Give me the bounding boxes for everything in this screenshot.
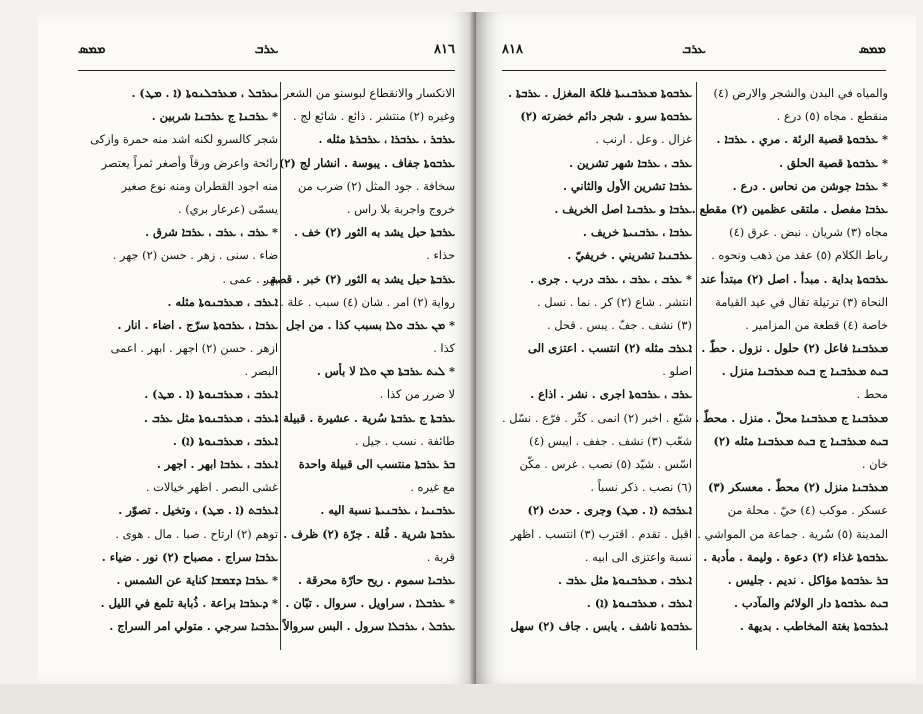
dictionary-entry-line: ܥܪܒܢܝܐ ، ܥܪܒܢܝܬܐ نسبة اليه . [320,503,455,518]
dictionary-entry-line: ܐܥܪܒ مثله (٢) انتسب . اعتزى الى [528,341,692,356]
dictionary-entry-line: ܐܥܪܒ ، ܡܥܪܒܢܘܬܐ مثل ܥܪܒ . [557,572,692,587]
dictionary-entry-line: ܐܥܪܒ ، ܡܥܪܒܢܘܬܐ (ܐ) . [586,596,692,611]
dictionary-entry-line: ܐܥܪܒ ، ܡܥܪܒܢܘܬܐ (ܐ) . [172,433,278,448]
dictionary-entry-line: * ܥܪܒܘܬܐ قصبة الحلق . [779,155,888,170]
dictionary-entry-line: ܥܪܒܪ ، ܥܪܒܪܐ ، ܥܪܒܪܬܐ مثله . [318,132,455,147]
left-column-divider [280,82,281,650]
dictionary-entry-line: * ܠܝܬ ܥܪܒܬܐ ܡܢ ܘܠܐ لا بأس . [316,364,455,379]
dictionary-entry-line: شيّع . اخبر (٢) انمى . كثّر . فرّع . نسّل . [502,410,692,425]
dictionary-entry-line: رباط الكلام (٥) عقد من ذهب ونحوه . [711,248,888,263]
dictionary-entry-line: ܥܪܒܝܐ سموم . ريح حارّة محرقة . [297,572,455,587]
dictionary-entry-line: اصلو . [662,364,692,379]
dictionary-entry-line: ܥܪܒܬܐ ج ܥܪܒܬܐ سُرية . عشيرة . قبيلة . [275,410,455,425]
dictionary-entry-line: ܒܝܬ ܥܪܒܘܬܐ دار الولائم والمآدب . [733,596,888,611]
dictionary-entry-line: ܡܥܪܒܢܐ فاعل (٢) حلول . نزول . حطّ . [701,341,888,356]
dictionary-entry-line: ܐܥܪܒ ، ܡܥܪܒܢܘܬܐ (ܐ . ܡܛ) . [144,387,278,402]
dictionary-entry-line: انتشر . شاع (٢) كر . نما . نسل . [536,294,692,309]
dictionary-entry-line: * ܥܪܒܐ ܕܫܡܫܐ كناية عن الشمس . [116,572,278,587]
dictionary-entry-line: ܐܥܪܒ ، ܥܪܒܐ ابهر . اجهر . [156,457,278,471]
dictionary-entry-line: مع غيره . [410,480,455,495]
dictionary-entry-line: ܐܥܪܒܬ (ܐ . ܡܛ) وجرى . حدث (٢) [527,503,692,518]
dictionary-entry-line: محط . [856,387,888,402]
right-page-number: ٨١٨ [502,42,523,57]
dictionary-entry-line: شجر كالسرو لكنه اشد منه حمرة وازكى [90,132,278,147]
dictionary-entry-line: وغيره (٢) منتشر . ذائع . شائع لج . [293,109,455,124]
dictionary-entry-line: حذاء . [426,248,455,263]
dictionary-entry-line: ܐܥܪܒܬ (ܐ . ܡܛ) ، وتخيل . تصوّر . [118,503,278,518]
dictionary-entry-line: ܥܪܒܘܬܐ ܡܥܪܒܢܝܬܐ فلكة المغزل . ܥܪܒܬܐ . [508,86,692,100]
right-header-rule [502,70,886,71]
dictionary-entry-line: عسكر . موكب (٤) حيّ . محلة من [727,503,888,518]
right-column-divider [696,82,697,650]
dictionary-entry-line: كذا . [433,341,455,356]
right-header-root-word: ܥܪܒ [682,42,706,57]
dictionary-entry-line: غشى البصر . اظهر خيالات . [145,480,278,495]
dictionary-entry-line: ܥܪܒܘܬܐ جفاف . يبوسة . انشار لج (٢) [278,155,455,170]
dictionary-entry-line: ܒܝܬ ܡܥܪܒܢܐ ج ܒܝܬ ܡܥܪܒܢܐ منزل . [721,364,888,379]
dictionary-entry-line: ܡܥܪܒܢܐ منزل (٢) محطّ . معسكر (٣) [707,480,888,495]
dictionary-entry-line: ܒܪ ܥܪܒܘܬܐ مؤاكل . نديم . جليس . [727,572,888,587]
dictionary-entry-line: ܥܪܒܠ ، ܥܪܒܠܐ سرول . البس سروالاً . [275,619,455,634]
dictionary-entry-line: نسبة واعتزى الى ابيه . [584,549,692,564]
dictionary-entry-line: ضاء . سنى . زهر . حسن (٢) جهر . [112,248,278,263]
dictionary-entry-line: ܥܪܒܐ مفصل . ملتقى عظمين (٢) مقطع . [691,201,888,216]
right-page [476,12,916,684]
dictionary-entry-line: النحاة (٣) ترتيلة تقال في عيد القيامة [715,294,888,309]
dictionary-entry-line: طائفة . نسب . جيل . [354,433,455,448]
dictionary-entry-line: * ܥܪܒ ، ܥܪܒ ، ܥܪܒ درب . جرى . [530,271,692,286]
dictionary-entry-line: ܥܪܒܐ تشرين الأول والثاني . [562,178,692,193]
right-page-left-column [504,82,692,654]
dictionary-entry-line: ܥܪܒܘܬܐ ناشف . يابس . جاف (٢) سهل [510,619,692,634]
dictionary-entry-line: (٣) نشف . جفّ . يبس . قحل . [547,317,692,332]
dictionary-entry-line: غزال . وعل . ارنب . [595,132,692,147]
dictionary-entry-line: رائحة واعرض ورقاً وأصغر ثمراً يعتصر [101,155,278,170]
dictionary-entry-line: ܡܥܪܒܢܐ ج ܡܥܪܒܢܐ محلّ . منزل . محطّ . [695,410,888,425]
dictionary-entry-line: يسمّى (عرعار بري) . [177,201,278,216]
left-header-rule [78,70,455,71]
dictionary-entry-line: ܥܪܒ ، ܥܪܒܘܬܐ اجرى . نشر . اذاع . [530,387,692,402]
dictionary-entry-line: منقطع . مجاه (٥) درع . [776,109,888,124]
dictionary-entry-line: ܒܪ ܥܪܒܬܐ منتسب الى قبيلة واحدة [298,457,455,471]
dictionary-entry-line: (٦) نصب . ذكر نسباً . [590,480,692,495]
dictionary-entry-line: ܐܥܪܒ ، ܡܥܪܒܢܘܬܐ مثل ܥܪܒ . [143,410,278,425]
dictionary-entry-line: خاصة (٤) قطعة من المزامير . [745,317,888,332]
dictionary-entry-line: ܐܥܪܒܘܬܐ بغتة المخاطب . بديهة . [739,619,888,634]
right-header-running-word: ܡܡܣ [858,42,886,57]
dictionary-entry-line: ܥܪܒܐ سراج . مصباح (٢) نور . ضياء . [101,549,278,564]
dictionary-entry-line: ܐܥܪܒ ، ܡܥܪܒܢܘܬܐ مثله . [167,294,278,309]
dictionary-entry-line: ازهر . حسن (٢) اجهر . ابهر . اعمى [110,341,278,356]
dictionary-entry-line: ܥܪܒܐ ، ܥܪܒܢܝܬܐ خريف . [582,225,692,240]
dictionary-entry-line: ܥܪܒܬܐ حبل يشد به الثور (٢) خبر . قصة . [262,271,455,286]
dictionary-entry-line: قربة . [426,549,455,564]
dictionary-entry-line: لا ضرر من كذا . [379,387,455,402]
dictionary-entry-line: * ܥܪܒ ، ܥܪܒ ، ܥܪܒܐ شرق . [145,225,278,240]
dictionary-entry-line: الانكسار والانقطاع لبوسنو من الشعر [283,86,455,100]
page-bottom-edge [0,684,923,714]
dictionary-entry-line: ܥܪܒܐ و ܥܪܒܢܐ اصل الخريف . [554,201,692,216]
dictionary-entry-line: ܝܥܪܒܠ ، ܡܥܪܒܠܢܘܬܐ (ܐ . ܡܛ) . [131,86,278,100]
left-page-number: ٨١٦ [434,42,455,57]
dictionary-entry-line: ܥܪܒ ، ܥܪܒܐ شهر تشرين . [569,155,692,170]
dictionary-entry-line: ܥܪܒܘܬܐ سرو . شجر دائم خضرته (٢) [520,109,692,124]
dictionary-entry-line: ܥܪܒܐ ، ܥܪܒܘܬܐ سرّج . اضاء . انار . [117,317,278,332]
dictionary-entry-line: شعّب (٣) نشف . جفف . ايبس (٤) [529,433,692,448]
left-page-right-column [262,82,455,654]
dictionary-entry-line: والمياه في البدن والشجر والارض (٤) [713,86,888,100]
right-page-right-column [691,82,888,654]
dictionary-entry-line: سخافة . جود المثل (٢) ضرب من [297,178,455,193]
dictionary-entry-line: * ܕܥܪܒܐ براعة . ذُبابة تلمع في الليل . [100,596,278,611]
dictionary-entry-line: اقبل . تقدم . اقترب (٣) انتسب . اظهر [510,526,692,541]
dictionary-entry-line: المدينة (٥) سُرية . جماعة من المواشي . [697,526,888,541]
dictionary-entry-line: * ܡܢ ܥܪܒ ܘܠܐ بسبب كذا . من اجل [286,317,455,332]
dictionary-entry-line: بهر . عمى . [222,271,278,286]
dictionary-entry-line: خان . [861,457,888,471]
dictionary-entry-line: ܥܪܒܝܐ سرجي . متولي امر السراج . [109,619,278,634]
dictionary-entry-line: البصر . [244,364,278,379]
dictionary-entry-line: * ܥܪܒܢܐ ج ܥܪܒܢܐ شربين . [151,109,278,124]
dictionary-entry-line: اسّس . شيّد (٥) نصب . غرس . مكّن [519,457,692,471]
dictionary-entry-line: توهم (٢) ارتاح . صبا . مال . هوى . [115,526,278,541]
dictionary-entry-line: منه اجود القطران ومنه نوع صغير [121,178,278,193]
dictionary-entry-line: * ܥܪܒܘܬܐ قصبة الرئة . مري . ܥܪܒܐ . [716,132,888,147]
dictionary-entry-line: رواية (٢) امر . شان (٤) سبب . علة . [280,294,455,309]
dictionary-entry-line: * ܥܪܒܐ جوشن من نحاس . درع . [732,178,888,193]
left-page-header [78,42,455,66]
dictionary-entry-line: ܥܪܒܘܬܐ بداية . مبدأ . اصل (٢) مبتدأ عند [700,271,888,286]
left-header-root-word: ܥܪܒ [254,42,279,57]
left-header-running-word: ܡܡܣ [78,42,106,57]
dictionary-entry-line: * ܥܪܒܠܐ ، سراويل . سروال . تبّان . [285,596,455,611]
dictionary-entry-line: خروج واجربة بلا راس . [346,201,455,216]
left-page-left-column [82,82,278,654]
dictionary-entry-line: مجاه (٣) شريان . نبض . عرق (٤) [729,225,888,240]
dictionary-entry-line: ܥܪܒܢܝܐ تشريني . خريفيّ . [567,248,692,263]
right-page-header [502,42,886,66]
dictionary-entry-line: ܥܪܒܘܬܐ غذاء (٢) دعوة . وليمة . مأدبة . [703,549,888,564]
left-page [38,12,475,684]
dictionary-entry-line: ܒܝܬ ܡܥܪܒܢܐ ج ܒܝܬ ܡܥܪܒܢܐ مثله (٢) [713,433,888,448]
dictionary-entry-line: ܥܪܒܬܐ حبل يشد به الثور (٢) خف . [293,225,455,240]
dictionary-entry-line: ܥܪܒܬܐ شرية . فُلة . جرّة (٢) ظرف . [283,526,455,541]
